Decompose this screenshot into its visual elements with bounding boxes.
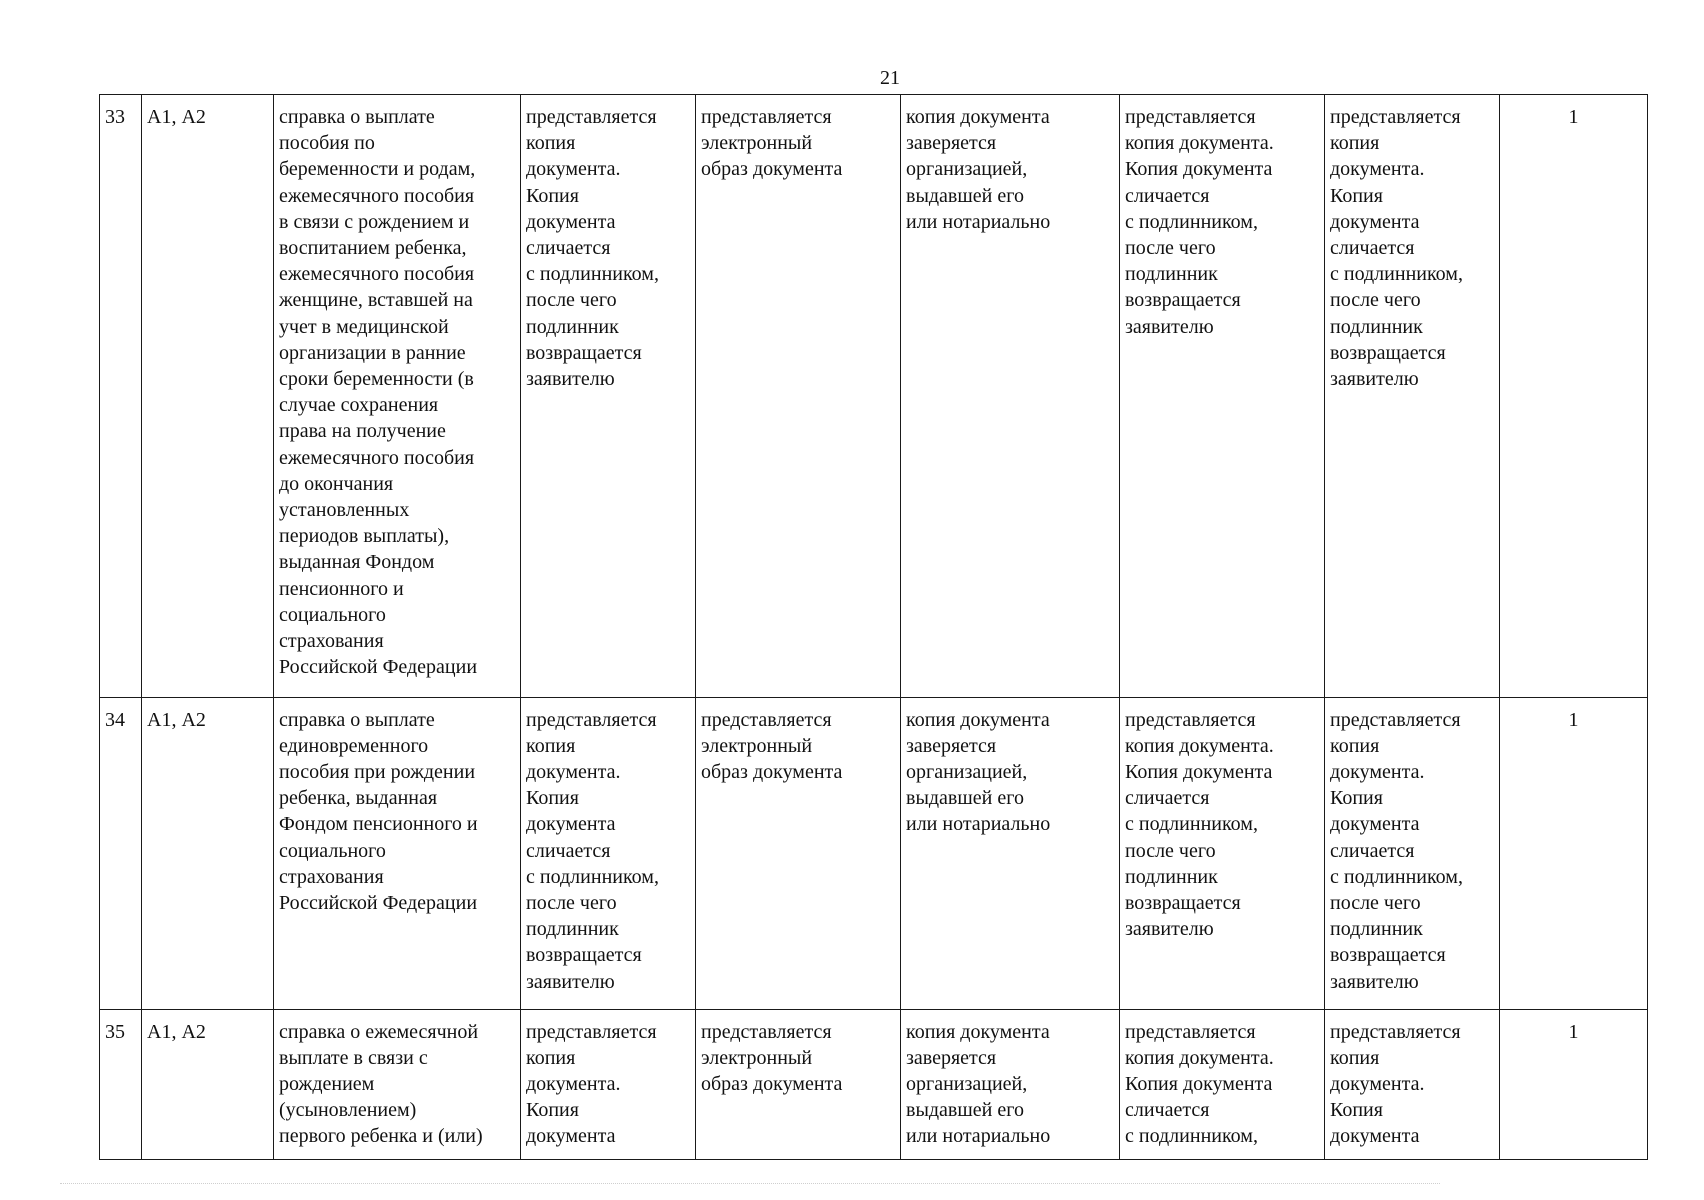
scan-artifact-line [60, 1183, 1440, 1190]
submission-rule-cell: представляется копия документа. Копия документа [1325, 1009, 1500, 1159]
electronic-submission-cell: представляется электронный образ документа [696, 95, 901, 698]
document-name-cell: справка о ежемесячной выплате в связи с рождением (усыновлением) первого ребенка и (или) [274, 1009, 521, 1159]
row-number-cell: 33 [100, 95, 142, 698]
submission-rule-cell: представляется копия документа. Копия документа сличается с подлинником, после чего подлинник возвращается заявителю [1325, 697, 1500, 1009]
row-number-cell: 35 [100, 1009, 142, 1159]
certification-cell: копия документа заверяется организацией, выдавшей его или нотариально [901, 95, 1120, 698]
table-row [100, 697, 1648, 1009]
table-row [100, 95, 1648, 698]
submission-rule-cell: представляется копия документа. Копия документа сличается с подлинником, после чего подлинник возвращается заявителю [1120, 697, 1325, 1009]
submission-rule-cell: представляется копия документа. Копия документа сличается с подлинником, после чего подлинник возвращается заявителю [1120, 95, 1325, 698]
electronic-submission-cell: представляется электронный образ документа [696, 697, 901, 1009]
documents-table [99, 94, 1648, 1160]
page-number: 21 [880, 67, 900, 89]
submission-rule-cell: представляется копия документа. Копия документа [521, 1009, 696, 1159]
copies-count-cell: 1 [1500, 95, 1648, 698]
table-row [100, 1009, 1648, 1159]
submission-rule-cell: представляется копия документа. Копия документа сличается с подлинником, [1120, 1009, 1325, 1159]
applicant-codes-cell: А1, А2 [142, 697, 274, 1009]
certification-cell: копия документа заверяется организацией, выдавшей его или нотариально [901, 697, 1120, 1009]
applicant-codes-cell: А1, А2 [142, 95, 274, 698]
submission-rule-cell: представляется копия документа. Копия документа сличается с подлинником, после чего подлинник возвращается заявителю [521, 95, 696, 698]
copies-count-cell: 1 [1500, 1009, 1648, 1159]
row-number-cell: 34 [100, 697, 142, 1009]
electronic-submission-cell: представляется электронный образ документа [696, 1009, 901, 1159]
document-name-cell: справка о выплате единовременного пособия при рождении ребенка, выданная Фондом пенсионного и социального страхования Российской Федерации [274, 697, 521, 1009]
copies-count-cell: 1 [1500, 697, 1648, 1009]
certification-cell: копия документа заверяется организацией, выдавшей его или нотариально [901, 1009, 1120, 1159]
submission-rule-cell: представляется копия документа. Копия документа сличается с подлинником, после чего подлинник возвращается заявителю [1325, 95, 1500, 698]
applicant-codes-cell: А1, А2 [142, 1009, 274, 1159]
submission-rule-cell: представляется копия документа. Копия документа сличается с подлинником, после чего подлинник возвращается заявителю [521, 697, 696, 1009]
document-name-cell: справка о выплате пособия по беременности и родам, ежемесячного пособия в связи с рождением и воспитанием ребенка, ежемесячного пособия женщине, вставшей на учет в медицинской организации в ранние сроки беременности (в случае сохранения права на получение ежемесячного пособия до окончания установленных периодов выплаты), выданная Фондом пенсионного и социального страхования Российской Федерации [274, 95, 521, 698]
